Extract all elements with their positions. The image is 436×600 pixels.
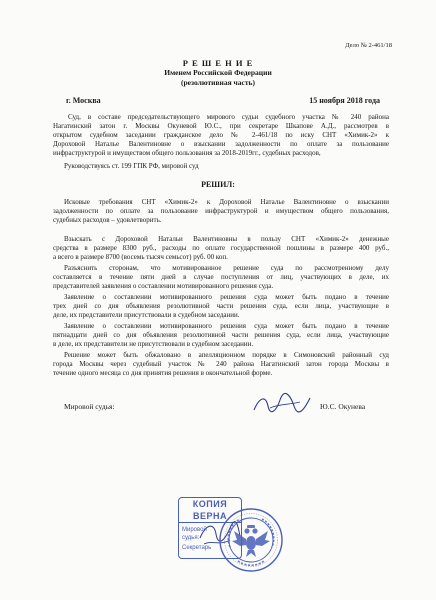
signature-name: Ю.С. Окунева: [320, 402, 366, 411]
resolution-line: представителей заявления о составлении мотивированного решения суда.: [53, 282, 274, 290]
resolution-line: составляется в течение пяти дней в случае поступления от лиц, участвующих в деле, их: [53, 273, 389, 281]
place: г. Москва: [66, 96, 101, 105]
resolution-line: Исковые требования СНТ «Химик-2» к Дороховой Наталье Валентиновне о взыскании: [64, 198, 389, 206]
stamp-line: судья:: [182, 535, 200, 541]
resolution-line: трех дней со дня объявления резолютивной части решения суда, если лица, участвующие в: [53, 302, 389, 310]
decision-date: 15 ноября 2018 года: [309, 96, 380, 105]
resolution-line: в деле, их представители не присутствовали в судебном заседании.: [53, 340, 254, 348]
intro-line: Дороховой Наталье Валентиновне о взыскании задолженности по оплате за пользование: [53, 140, 389, 148]
resolution-line: Взыскать с Дороховой Натальи Валентиновны в пользу СНТ «Химик-2» денежные: [64, 235, 389, 243]
resolution-line: пятнадцати дней со дня объявления резолютивной части решения суда, если лица, участвующие: [53, 331, 389, 339]
intro-line: открытом судебном заседании гражданское дело № 2-461/18 по иску СНТ «Химик-2» к: [53, 131, 389, 139]
resolution-line: Заявление о составлении мотивированного решения суда может быть подано в течение: [64, 322, 389, 330]
intro-line: Нагатинский затон г. Москвы Окуневой Ю.С., при секретаре Шкапове А.Д., рассмотрев в: [53, 122, 389, 130]
stamp-line: Секретарь: [182, 545, 212, 551]
document-note: (резолютивная часть): [181, 78, 255, 87]
case-number: Дело № 2-461/18: [345, 42, 392, 49]
signature-role: Мировой судья:: [64, 402, 115, 411]
judge-signature: [250, 392, 314, 416]
resolution-line: судебных расходов – удовлетворить.: [53, 216, 162, 224]
resolution-line: Заявление о составлении мотивированного решения суда может быть подано в течение: [64, 293, 389, 301]
intro-line: инфраструктурой и имуществом общего пользования за 2018-2019гг., судебных расходов,: [53, 149, 321, 157]
resolution-line: Решение может быть обжаловано в апелляционном порядке в Симоновский районный суд: [64, 351, 389, 359]
resolution-line: средства в размере 8300 руб., расходы по оплате государственной пошлины в размере 400 руб.,: [53, 244, 389, 252]
official-seal: [218, 507, 284, 573]
resolution-line: а всего в размере 8700 (восемь тысяч семьсот) руб. 00 коп.: [53, 253, 228, 261]
resolution-line: города Москвы через судебный участок № 240 района Нагатинский затон города Москвы в: [53, 360, 389, 368]
stamp-heading: КОПИЯ ВЕРНА: [179, 498, 241, 523]
guided-line: Руководствуясь ст. 199 ГПК РФ, мировой суд: [64, 162, 199, 170]
resolution-line: Разъяснить сторонам, что мотивированное решение суда по рассмотренному делу: [64, 264, 389, 272]
resolved-heading: РЕШИЛ:: [201, 180, 235, 189]
stamp-line: Мировой: [182, 527, 207, 533]
resolution-line: течение одного месяца со дня принятия решения в окончательной форме.: [53, 369, 273, 377]
resolution-line: деле, их представители присутствовали в судебном заседании.: [53, 311, 240, 319]
resolution-line: задолженности по оплате за пользование инфраструктурой и имуществом общего пользования,: [53, 207, 389, 215]
intro-line: Суд, в составе председательствующего мирового судьи судебного участка № 240 района: [68, 113, 389, 121]
document-subtitle: Именем Российской Федерации: [164, 68, 272, 77]
document-title: Р Е Ш Е Н И Е: [182, 58, 254, 68]
